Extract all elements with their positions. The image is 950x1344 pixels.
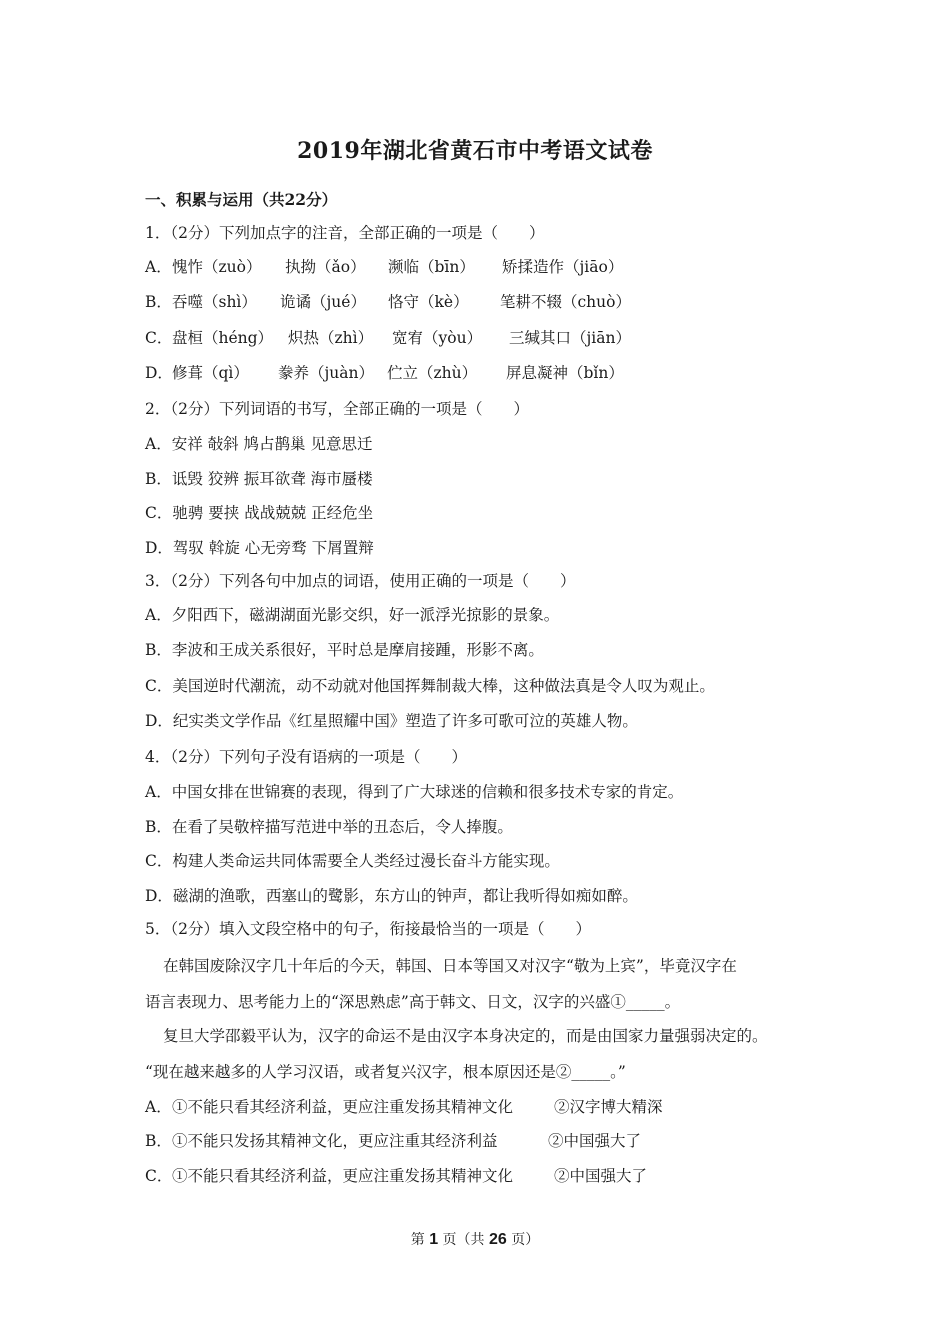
q3-option-c: C．美国逆时代潮流，动不动就对他国挥舞制裁大棒，这种做法真是令人叹为观止。 [145, 677, 715, 695]
q2-option-a: A．安祥 敧斜 鸠占鹊巢 见意思迁 [145, 435, 373, 453]
option-item: 矫揉造作（jiāo） [502, 258, 624, 276]
option-label: B． [145, 293, 172, 311]
option-label: A． [145, 1098, 172, 1116]
option-item: 炽热（zhì） [288, 329, 374, 347]
option-item: 盘桓（héng） [172, 329, 274, 347]
question-2-stem: 2．（2分）下列词语的书写，全部正确的一项是（ ） [145, 400, 529, 418]
option-part-1: ①不能只看其经济利益，更应注重发扬其精神文化 [172, 1098, 514, 1116]
q2-option-c: C．驰骋 要挟 战战兢兢 正经危坐 [145, 504, 374, 522]
question-5-stem: 5．（2分）填入文段空格中的句子，衔接最恰当的一项是（ ） [145, 920, 591, 938]
option-item: 屏息凝神（bǐn） [506, 364, 624, 382]
option-item: 诡谲（jué） [280, 293, 366, 311]
section-heading: 一、积累与运用（共22分） [145, 190, 338, 209]
option-item: 三缄其口（jiān） [509, 329, 631, 347]
page-footer [0, 1229, 950, 1249]
footer-suffix: 页） [506, 1232, 540, 1248]
option-item: 恪守（kè） [388, 293, 469, 311]
option-item: 笔耕不辍（chuò） [500, 293, 631, 311]
question-1-stem: 1．（2分）下列加点字的注音，全部正确的一项是（ ） [145, 224, 545, 242]
option-label: C． [145, 1167, 173, 1185]
current-page-number: 1 [429, 1231, 439, 1248]
option-part-2: ②中国强大了 [554, 1167, 648, 1185]
total-page-count: 26 [489, 1231, 507, 1248]
q3-option-a: A．夕阳西下，磁湖湖面光影交织，好一派浮光掠影的景象。 [145, 606, 560, 624]
footer-middle: 页（共 [438, 1232, 489, 1248]
option-part-2: ②中国强大了 [548, 1132, 642, 1150]
page-title: 2019年湖北省黄石市中考语文试卷 [297, 138, 653, 164]
passage-paragraph-1: 在韩国废除汉字几十年后的今天，韩国、日本等国又对汉字“敬为上宾”，毕竟汉字在 [163, 957, 737, 975]
option-item: 濒临（bīn） [388, 258, 475, 276]
q2-option-d: D．驾驭 斡旋 心无旁骛 下屑置辩 [145, 539, 374, 557]
q4-option-b: B．在看了吴敬梓描写范进中举的丑态后，令人捧腹。 [145, 818, 513, 836]
option-item: 修葺（qì） [172, 364, 249, 382]
q4-option-c: C．构建人类命运共同体需要全人类经过漫长奋斗方能实现。 [145, 852, 560, 870]
passage-paragraph-2: 复旦大学邵毅平认为，汉字的命运不是由汉字本身决定的，而是由国家力量强弱决定的。 [163, 1027, 768, 1045]
question-3-stem: 3．（2分）下列各句中加点的词语，使用正确的一项是（ ） [145, 572, 576, 590]
option-label: B． [145, 1132, 172, 1150]
passage-paragraph-1-cont: 语言表现力、思考能力上的“深思熟虑”高于韩文、日文，汉字的兴盛①_____。 [145, 993, 681, 1011]
q4-option-a: A．中国女排在世锦赛的表现，得到了广大球迷的信赖和很多技术专家的肯定。 [145, 783, 684, 801]
footer-prefix: 第 [410, 1232, 430, 1248]
option-part-1: ①不能只发扬其精神文化，更应注重其经济利益 [172, 1132, 498, 1150]
option-item: 豢养（juàn） [278, 364, 375, 382]
q3-option-b: B．李波和王成关系很好，平时总是摩肩接踵，形影不离。 [145, 641, 544, 659]
question-4-stem: 4．（2分）下列句子没有语病的一项是（ ） [145, 748, 467, 766]
option-item: 伫立（zhù） [387, 364, 478, 382]
option-item: 愧怍（zuò） [172, 258, 262, 276]
option-item: 宽宥（yòu） [392, 329, 483, 347]
q3-option-d: D．纪实类文学作品《红星照耀中国》塑造了许多可歌可泣的英雄人物。 [145, 712, 638, 730]
option-part-2: ②汉字博大精深 [554, 1098, 663, 1116]
passage-paragraph-2-cont: “现在越来越多的人学习汉语，或者复兴汉字，根本原因还是②_____。” [145, 1063, 626, 1081]
option-label: C． [145, 329, 173, 347]
q2-option-b: B．诋毁 狡辨 振耳欲聋 海市蜃楼 [145, 470, 373, 488]
option-part-1: ①不能只看其经济利益，更应注重发扬其精神文化 [172, 1167, 514, 1185]
option-label: D． [145, 364, 173, 382]
option-item: 执拗（ǎo） [285, 258, 366, 276]
q4-option-d: D．磁湖的渔歌，西塞山的鹭影，东方山的钟声，都让我听得如痴如醉。 [145, 887, 638, 905]
option-label: A． [145, 258, 172, 276]
option-item: 吞噬（shì） [172, 293, 257, 311]
